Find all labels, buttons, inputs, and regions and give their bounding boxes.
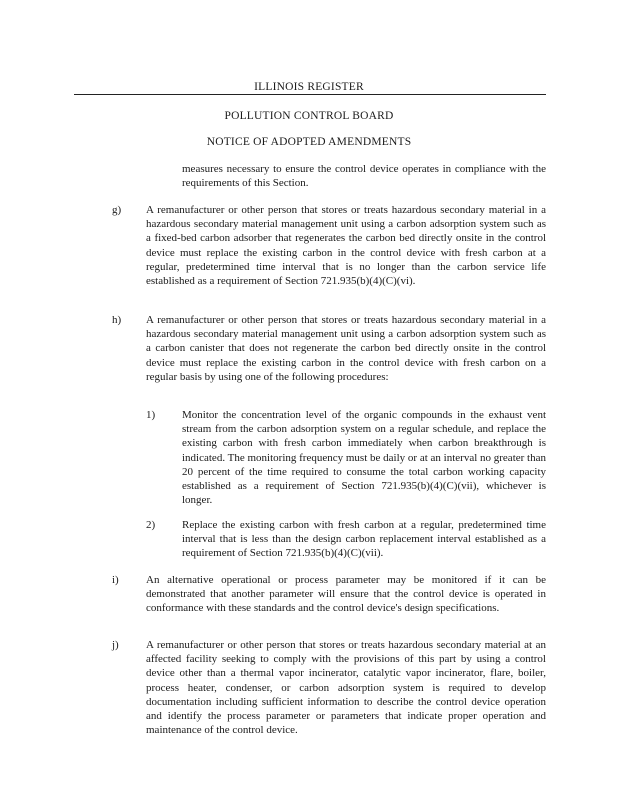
continuation-paragraph: measures necessary to ensure the control device operates in compliance with the requirements of this Section.	[182, 163, 546, 190]
header-rule	[74, 94, 546, 95]
board-title: POLLUTION CONTROL BOARD	[224, 110, 394, 122]
subsection-text-i: An alternative operational or process parameter may be monitored if it can be demonstrated that another parameter will ensure that the control device is operated in conformance with these standards and the control device's design specifications.	[146, 574, 546, 615]
subsection-text-j: A remanufacturer or other person that stores or treats hazardous secondary material at an affected facility seeking to comply with the provisions of this part by using a control device other than a thermal vapor incinerator, catalytic vapor incinerator, flare, boiler, process heater, condenser, or carbon adsorption system is required to develop documentation including sufficient information to describe the control device operation and identify the process parameter or parameters that indicate proper operation and maintenance of the control device.	[146, 639, 546, 737]
subsection-text-h: A remanufacturer or other person that stores or treats hazardous secondary material in a hazardous secondary material management unit using a carbon adsorption system such as a carbon canister that does not regenerate the carbon bed directly onsite in the control device must replace the existing carbon in the control device with fresh carbon on a regular basis by using one of the following procedures:	[146, 314, 546, 383]
item-text-h2: Replace the existing carbon with fresh carbon at a regular, predetermined time interval that is less than the design carbon replacement interval established as a requirement of Section 721.935(b)(4)(C)(vii).	[182, 519, 546, 560]
subsection-label-h: h)	[112, 314, 122, 326]
item-label-h2: 2)	[146, 519, 156, 531]
item-text-h1: Monitor the concentration level of the organic compounds in the exhaust vent stream from the carbon adsorption system on a regular schedule, and replace the existing carbon with fresh carbon immediately when carbon breakthrough is indicated. The monitoring frequency must be daily or at an interval no greater than 20 percent of the time required to consume the total carbon working capacity established as a requirement of Section 721.935(b)(4)(C)(vii), whichever is longer.	[182, 409, 546, 507]
subsection-label-i: i)	[112, 574, 119, 586]
notice-title: NOTICE OF ADOPTED AMENDMENTS	[206, 136, 412, 148]
register-title: ILLINOIS REGISTER	[254, 81, 364, 93]
subsection-text-g: A remanufacturer or other person that stores or treats hazardous secondary material in a hazardous secondary material management unit using a carbon adsorption system such as a fixed-bed carbon adsorber that regenerates the carbon bed directly onsite in the control device must replace the existing carbon in the control device with fresh carbon at a regular, predetermined time interval that is no longer than the carbon service life established as a requirement of Section 721.935(b)(4)(C)(vi).	[146, 204, 546, 288]
item-label-h1: 1)	[146, 409, 156, 421]
subsection-label-j: j)	[112, 639, 119, 651]
subsection-label-g: g)	[112, 204, 122, 216]
